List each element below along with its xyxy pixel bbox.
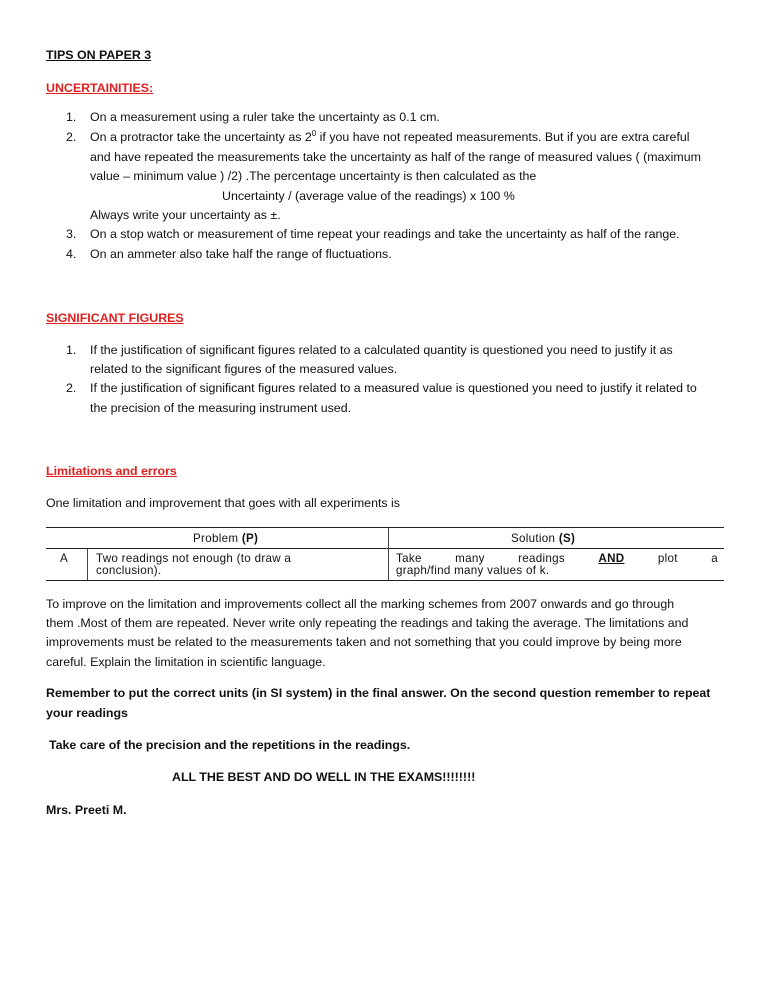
sigfigs-heading: SIGNIFICANT FIGURES (46, 311, 184, 325)
uncertainty-plus-minus-note: Always write your uncertainty as ±. (90, 208, 281, 222)
limitation-table (46, 527, 724, 581)
sigfigs-item-1-cont: related to the significant figures of the measured values. (90, 362, 398, 376)
document-title: TIPS ON PAPER 3 (46, 48, 152, 62)
uncertainty-item-1: 1. On a measurement using a ruler take the uncertainty as 0.1 cm. (66, 110, 440, 124)
remember-line-1: Remember to put the correct units (in SI system) in the final answer. On the second question remember to repeat (46, 686, 711, 700)
sigfigs-item-2: 2. If the justification of significant figures related to a measured value is questioned you need to justify it related to (66, 381, 697, 395)
sigfigs-item-1: 1. If the justification of significant figures related to a calculated quantity is questioned you need to justify it as (66, 343, 673, 357)
table-col-divider-1 (87, 549, 88, 580)
table-top-rule (46, 527, 724, 528)
author-signature: Mrs. Preeti M. (46, 803, 127, 817)
precision-reminder: Take care of the precision and the repetitions in the readings. (49, 738, 411, 752)
uncertainty-item-2-cont-2: value – minimum value ) /2) .The percentage uncertainty is then calculated as the (90, 169, 537, 183)
table-problem-line-2: conclusion). (96, 564, 162, 577)
limitations-heading: Limitations and errors (46, 464, 177, 478)
table-bottom-rule (46, 580, 724, 581)
improvement-paragraph-line-3: improvements must be related to the measurements taken and not something that you could improve by being more (46, 635, 682, 649)
sigfigs-item-2-cont: the precision of the measuring instrument used. (90, 401, 352, 415)
table-problem-line-1: Two readings not enough (to draw a (96, 552, 292, 565)
table-col-divider-2 (388, 528, 389, 580)
table-header-solution: Solution (S) (511, 532, 576, 545)
limitations-intro: One limitation and improvement that goes with all experiments is (46, 496, 400, 510)
table-solution-line-2: graph/find many values of k. (396, 564, 550, 577)
percentage-uncertainty-formula: Uncertainty / (average value of the readings) x 100 % (222, 189, 515, 203)
table-header-rule (46, 548, 724, 549)
uncertainties-heading: UNCERTAINITIES: (46, 81, 154, 95)
and-emphasis: AND (598, 552, 625, 565)
table-header-problem: Problem (P) (193, 532, 259, 545)
uncertainty-item-3: 3. On a stop watch or measurement of time repeat your readings and take the uncertainty as half of the range. (66, 227, 680, 241)
degree-superscript: 0 (311, 128, 317, 138)
improvement-paragraph-line-4: careful. Explain the limitation in scientific language. (46, 655, 326, 669)
remember-line-2: your readings (46, 706, 128, 720)
best-wishes: ALL THE BEST AND DO WELL IN THE EXAMS!!!!!!!! (172, 770, 476, 784)
uncertainty-item-4: 4. On an ammeter also take half the range of fluctuations. (66, 247, 392, 261)
improvement-paragraph-line-2: them .Most of them are repeated. Never write only repeating the readings and taking the average. The limitations and (46, 616, 689, 630)
uncertainty-item-2: 2. On a protractor take the uncertainty as $2^0$ if you have not repeated measurements. But if you are extra careful (66, 128, 690, 144)
uncertainty-item-2-cont-1: and have repeated the measurements take the uncertainty as half of the range of measured values ( (maximum (90, 150, 701, 164)
table-row-label: A (60, 552, 69, 565)
improvement-paragraph-line-1: To improve on the limitation and improvements collect all the marking schemes from 2007 onwards and go through (46, 597, 675, 611)
table-solution-line-1: Take many readings AND plot a (396, 552, 718, 565)
